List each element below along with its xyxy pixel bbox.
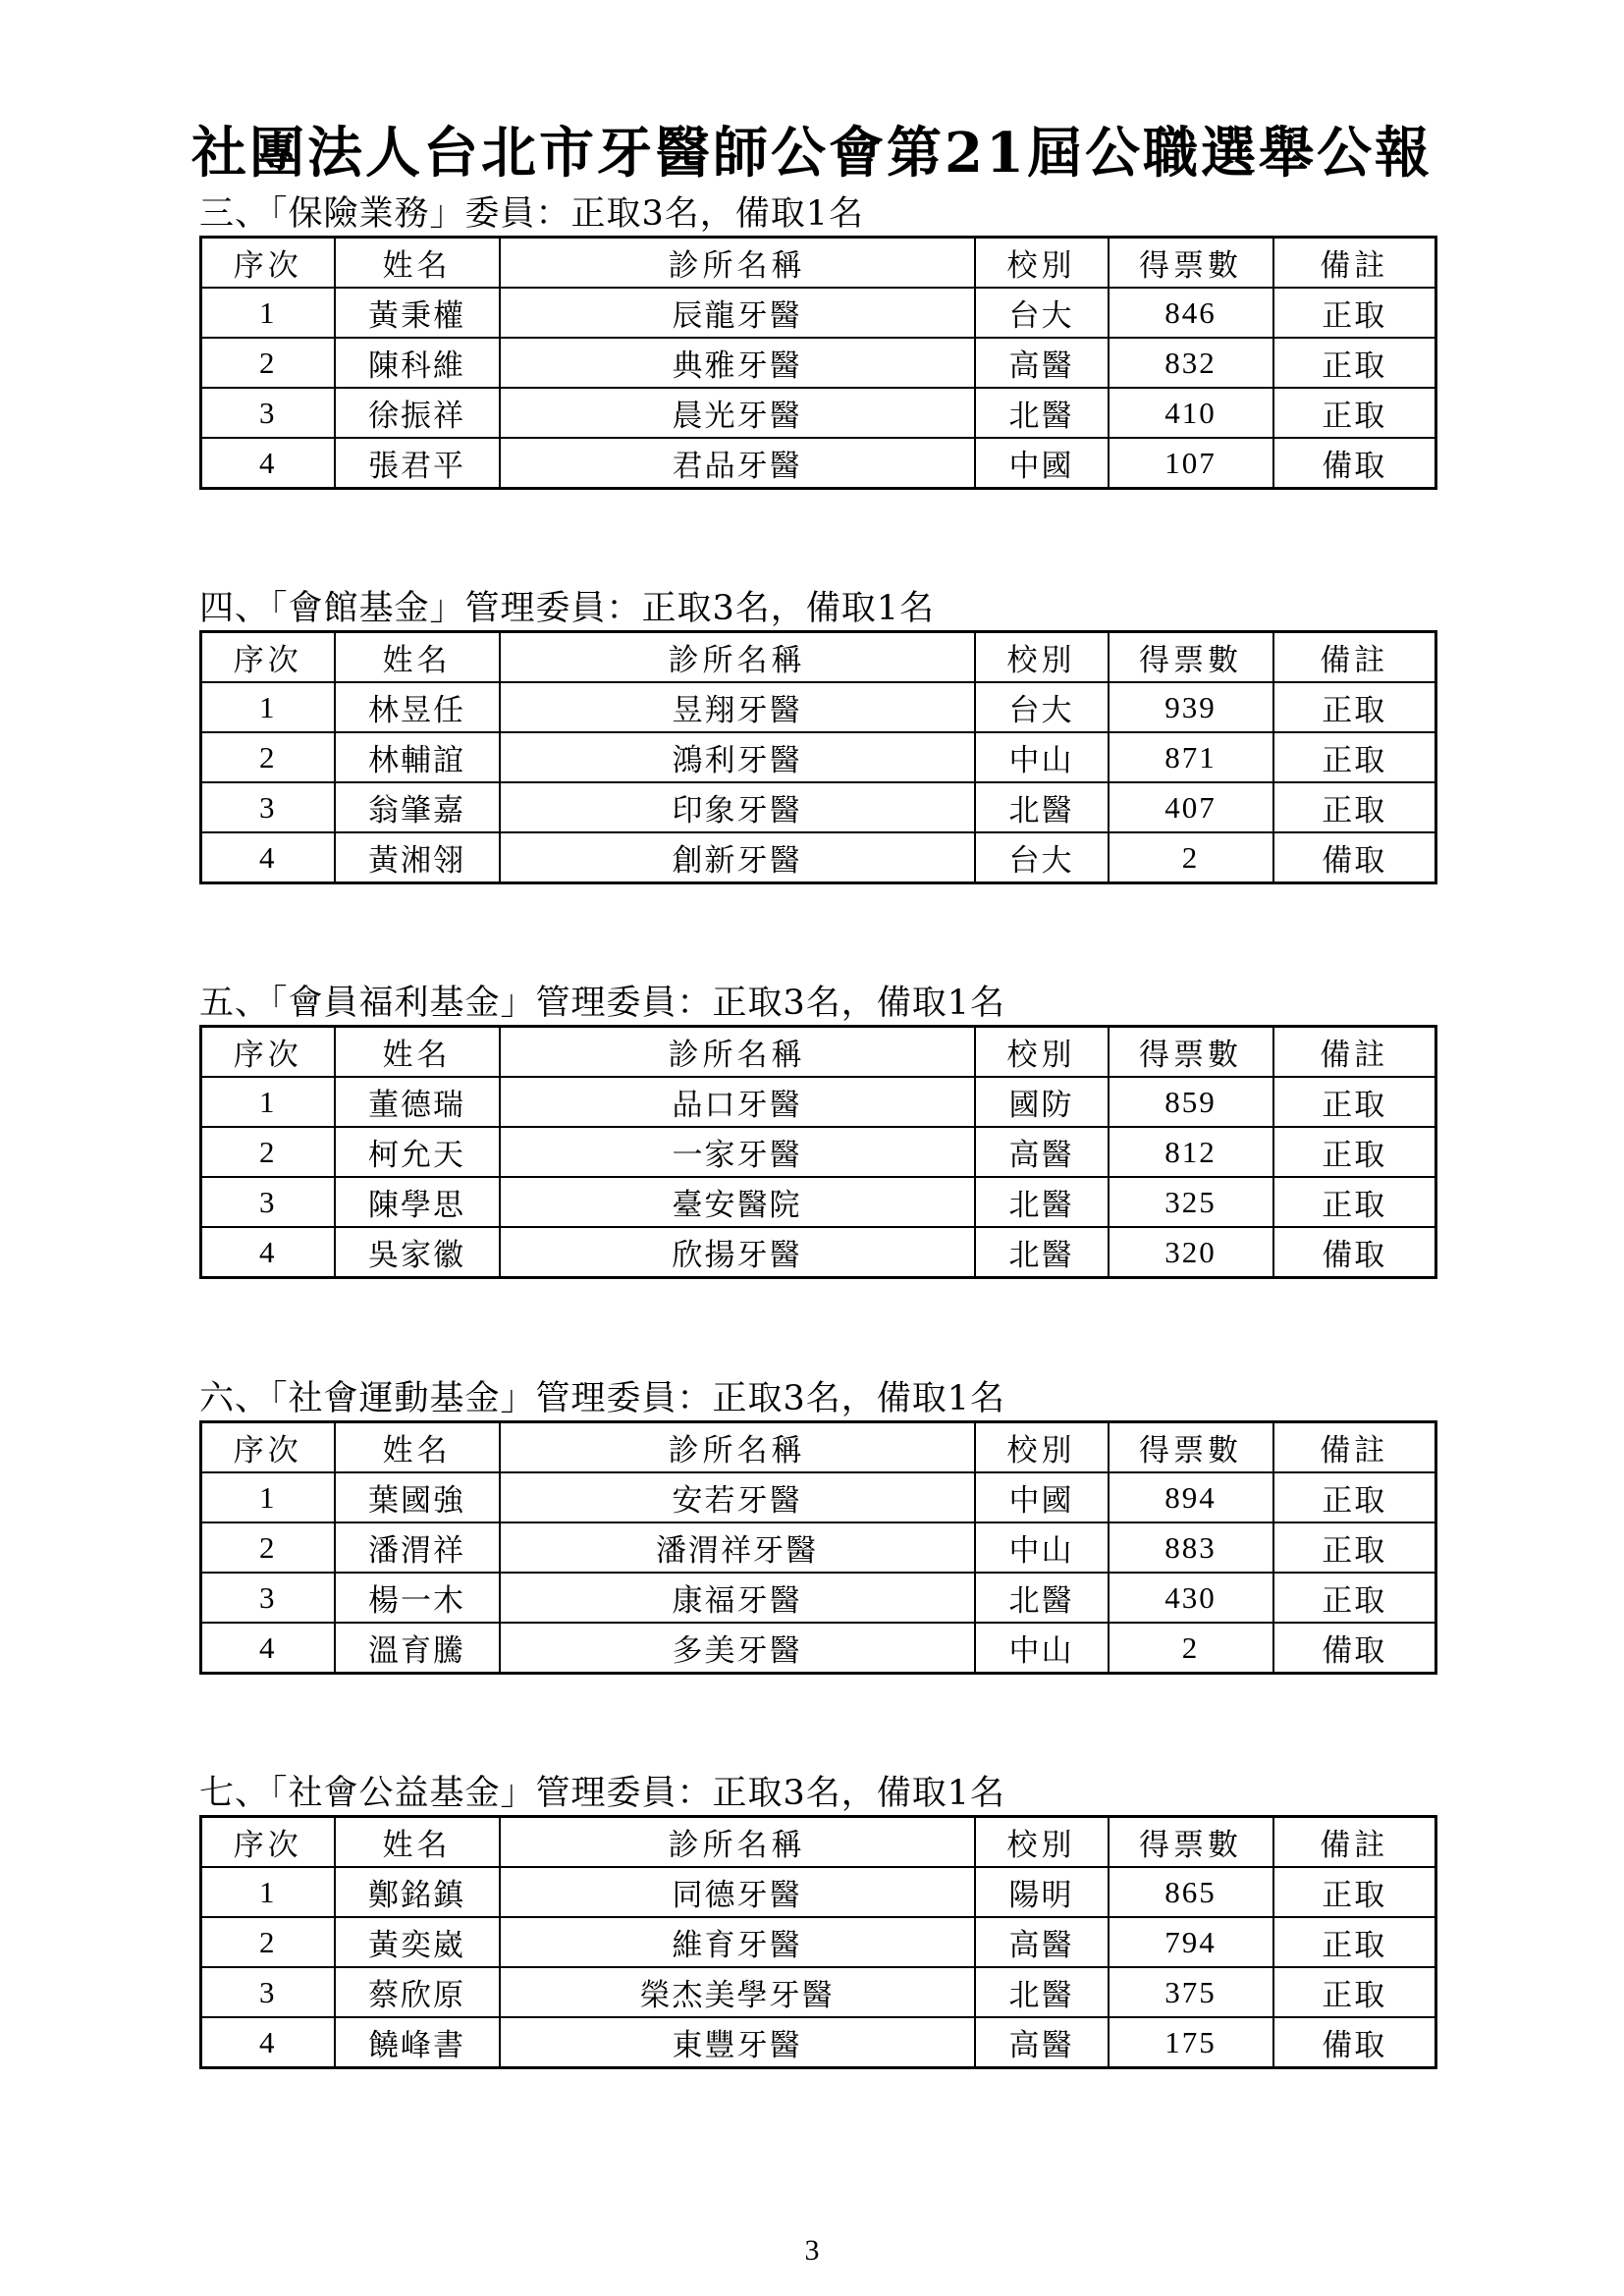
column-header: 校別 xyxy=(975,1817,1109,1868)
votes-cell: 894 xyxy=(1109,1472,1273,1522)
school-cell: 中國 xyxy=(975,438,1109,489)
votes-cell: 320 xyxy=(1109,1227,1273,1278)
name-cell: 楊一木 xyxy=(335,1573,500,1623)
election-section xyxy=(199,982,1435,1279)
election-section xyxy=(199,192,1435,490)
school-cell: 北醫 xyxy=(975,1967,1109,2017)
table-row xyxy=(201,338,1436,388)
name-cell: 蔡欣原 xyxy=(335,1967,500,2017)
table-row xyxy=(201,1077,1436,1127)
votes-cell: 375 xyxy=(1109,1967,1273,2017)
name-cell: 黃奕崴 xyxy=(335,1917,500,1967)
table-row xyxy=(201,1967,1436,2017)
clinic-cell: 一家牙醫 xyxy=(500,1127,975,1177)
table-row xyxy=(201,1522,1436,1573)
remark-cell: 正取 xyxy=(1273,1127,1436,1177)
school-cell: 中山 xyxy=(975,1522,1109,1573)
name-cell: 潘渭祥 xyxy=(335,1522,500,1573)
clinic-cell: 鴻利牙醫 xyxy=(500,732,975,782)
votes-cell: 871 xyxy=(1109,732,1273,782)
remark-cell: 正取 xyxy=(1273,1177,1436,1227)
name-cell: 徐振祥 xyxy=(335,388,500,438)
rank-cell: 3 xyxy=(201,1573,335,1623)
rank-cell: 3 xyxy=(201,1967,335,2017)
results-table xyxy=(199,1025,1437,1279)
school-cell: 陽明 xyxy=(975,1867,1109,1917)
column-header: 序次 xyxy=(201,238,335,289)
name-cell: 黃秉權 xyxy=(335,288,500,338)
section-heading: 七、「社會公益基金」管理委員：正取3名，備取1名 xyxy=(199,1774,1006,1813)
remark-cell: 正取 xyxy=(1273,782,1436,832)
school-cell: 高醫 xyxy=(975,2017,1109,2068)
column-header: 校別 xyxy=(975,1422,1109,1473)
rank-cell: 2 xyxy=(201,1127,335,1177)
school-cell: 高醫 xyxy=(975,1917,1109,1967)
table-row xyxy=(201,1227,1436,1278)
column-header: 序次 xyxy=(201,632,335,683)
column-header: 姓名 xyxy=(335,1027,500,1078)
remark-cell: 正取 xyxy=(1273,338,1436,388)
column-header: 備註 xyxy=(1273,1422,1436,1473)
election-section xyxy=(199,1772,1435,2069)
clinic-cell: 晨光牙醫 xyxy=(500,388,975,438)
votes-cell: 812 xyxy=(1109,1127,1273,1177)
table-header-row xyxy=(201,1027,1436,1078)
election-section xyxy=(199,1377,1435,1675)
rank-cell: 1 xyxy=(201,1472,335,1522)
votes-cell: 430 xyxy=(1109,1573,1273,1623)
section-heading: 三、「保險業務」委員：正取3名，備取1名 xyxy=(199,194,865,234)
table-row xyxy=(201,1472,1436,1522)
remark-cell: 備取 xyxy=(1273,832,1436,883)
column-header: 姓名 xyxy=(335,1422,500,1473)
rank-cell: 3 xyxy=(201,388,335,438)
remark-cell: 正取 xyxy=(1273,1867,1436,1917)
name-cell: 董德瑞 xyxy=(335,1077,500,1127)
column-header: 診所名稱 xyxy=(500,1817,975,1868)
column-header: 診所名稱 xyxy=(500,238,975,289)
remark-cell: 正取 xyxy=(1273,1472,1436,1522)
votes-cell: 939 xyxy=(1109,682,1273,732)
clinic-cell: 印象牙醫 xyxy=(500,782,975,832)
remark-cell: 正取 xyxy=(1273,682,1436,732)
table-header-row xyxy=(201,632,1436,683)
clinic-cell: 維育牙醫 xyxy=(500,1917,975,1967)
clinic-cell: 安若牙醫 xyxy=(500,1472,975,1522)
rank-cell: 2 xyxy=(201,732,335,782)
column-header: 備註 xyxy=(1273,238,1436,289)
remark-cell: 正取 xyxy=(1273,1917,1436,1967)
table-row xyxy=(201,1127,1436,1177)
remark-cell: 正取 xyxy=(1273,1967,1436,2017)
school-cell: 中國 xyxy=(975,1472,1109,1522)
clinic-cell: 君品牙醫 xyxy=(500,438,975,489)
table-row xyxy=(201,682,1436,732)
name-cell: 黃湘翎 xyxy=(335,832,500,883)
rank-cell: 3 xyxy=(201,1177,335,1227)
votes-cell: 325 xyxy=(1109,1177,1273,1227)
table-header-row xyxy=(201,1422,1436,1473)
school-cell: 國防 xyxy=(975,1077,1109,1127)
rank-cell: 2 xyxy=(201,1917,335,1967)
school-cell: 北醫 xyxy=(975,1177,1109,1227)
votes-cell: 407 xyxy=(1109,782,1273,832)
column-header: 備註 xyxy=(1273,1817,1436,1868)
results-table xyxy=(199,630,1437,884)
column-header: 姓名 xyxy=(335,238,500,289)
remark-cell: 備取 xyxy=(1273,2017,1436,2068)
column-header: 序次 xyxy=(201,1422,335,1473)
remark-cell: 備取 xyxy=(1273,1623,1436,1674)
votes-cell: 2 xyxy=(1109,832,1273,883)
column-header: 得票數 xyxy=(1109,1027,1273,1078)
votes-cell: 410 xyxy=(1109,388,1273,438)
clinic-cell: 臺安醫院 xyxy=(500,1177,975,1227)
rank-cell: 2 xyxy=(201,338,335,388)
results-table xyxy=(199,236,1437,490)
name-cell: 陳學思 xyxy=(335,1177,500,1227)
votes-cell: 794 xyxy=(1109,1917,1273,1967)
table-row xyxy=(201,732,1436,782)
name-cell: 林輔誼 xyxy=(335,732,500,782)
name-cell: 饒峰書 xyxy=(335,2017,500,2068)
clinic-cell: 昱翔牙醫 xyxy=(500,682,975,732)
document-title: 社團法人台北市牙醫師公會第21屆公職選舉公報 xyxy=(191,121,1433,186)
votes-cell: 859 xyxy=(1109,1077,1273,1127)
rank-cell: 4 xyxy=(201,438,335,489)
table-row xyxy=(201,1867,1436,1917)
remark-cell: 正取 xyxy=(1273,288,1436,338)
clinic-cell: 潘渭祥牙醫 xyxy=(500,1522,975,1573)
table-header-row xyxy=(201,238,1436,289)
column-header: 診所名稱 xyxy=(500,1422,975,1473)
column-header: 序次 xyxy=(201,1027,335,1078)
name-cell: 溫育騰 xyxy=(335,1623,500,1674)
school-cell: 北醫 xyxy=(975,782,1109,832)
school-cell: 北醫 xyxy=(975,388,1109,438)
clinic-cell: 同德牙醫 xyxy=(500,1867,975,1917)
column-header: 校別 xyxy=(975,632,1109,683)
votes-cell: 107 xyxy=(1109,438,1273,489)
column-header: 校別 xyxy=(975,238,1109,289)
clinic-cell: 典雅牙醫 xyxy=(500,338,975,388)
column-header: 校別 xyxy=(975,1027,1109,1078)
votes-cell: 883 xyxy=(1109,1522,1273,1573)
clinic-cell: 榮杰美學牙醫 xyxy=(500,1967,975,2017)
name-cell: 吳家徽 xyxy=(335,1227,500,1278)
school-cell: 台大 xyxy=(975,288,1109,338)
remark-cell: 正取 xyxy=(1273,1077,1436,1127)
rank-cell: 4 xyxy=(201,2017,335,2068)
column-header: 得票數 xyxy=(1109,1422,1273,1473)
clinic-cell: 創新牙醫 xyxy=(500,832,975,883)
votes-cell: 832 xyxy=(1109,338,1273,388)
clinic-cell: 康福牙醫 xyxy=(500,1573,975,1623)
column-header: 得票數 xyxy=(1109,632,1273,683)
table-row xyxy=(201,388,1436,438)
remark-cell: 備取 xyxy=(1273,1227,1436,1278)
remark-cell: 備取 xyxy=(1273,438,1436,489)
column-header: 診所名稱 xyxy=(500,1027,975,1078)
table-row xyxy=(201,1623,1436,1674)
results-table xyxy=(199,1815,1437,2069)
page-number: 3 xyxy=(804,2234,820,2267)
column-header: 備註 xyxy=(1273,1027,1436,1078)
table-row xyxy=(201,288,1436,338)
rank-cell: 3 xyxy=(201,782,335,832)
table-row xyxy=(201,782,1436,832)
votes-cell: 175 xyxy=(1109,2017,1273,2068)
school-cell: 台大 xyxy=(975,682,1109,732)
votes-cell: 865 xyxy=(1109,1867,1273,1917)
school-cell: 北醫 xyxy=(975,1227,1109,1278)
column-header: 姓名 xyxy=(335,632,500,683)
table-row xyxy=(201,438,1436,489)
remark-cell: 正取 xyxy=(1273,1522,1436,1573)
column-header: 備註 xyxy=(1273,632,1436,683)
clinic-cell: 東豐牙醫 xyxy=(500,2017,975,2068)
remark-cell: 正取 xyxy=(1273,732,1436,782)
votes-cell: 846 xyxy=(1109,288,1273,338)
table-row xyxy=(201,1177,1436,1227)
rank-cell: 4 xyxy=(201,1227,335,1278)
clinic-cell: 欣揚牙醫 xyxy=(500,1227,975,1278)
column-header: 序次 xyxy=(201,1817,335,1868)
name-cell: 林昱任 xyxy=(335,682,500,732)
column-header: 姓名 xyxy=(335,1817,500,1868)
name-cell: 陳科維 xyxy=(335,338,500,388)
table-header-row xyxy=(201,1817,1436,1868)
rank-cell: 2 xyxy=(201,1522,335,1573)
table-row xyxy=(201,1917,1436,1967)
name-cell: 張君平 xyxy=(335,438,500,489)
rank-cell: 1 xyxy=(201,1867,335,1917)
section-heading: 四、「會館基金」管理委員：正取3名，備取1名 xyxy=(199,589,936,628)
clinic-cell: 辰龍牙醫 xyxy=(500,288,975,338)
election-section xyxy=(199,587,1435,884)
remark-cell: 正取 xyxy=(1273,388,1436,438)
school-cell: 北醫 xyxy=(975,1573,1109,1623)
name-cell: 鄭銘鎮 xyxy=(335,1867,500,1917)
school-cell: 高醫 xyxy=(975,338,1109,388)
table-row xyxy=(201,2017,1436,2068)
votes-cell: 2 xyxy=(1109,1623,1273,1674)
rank-cell: 4 xyxy=(201,832,335,883)
column-header: 診所名稱 xyxy=(500,632,975,683)
school-cell: 台大 xyxy=(975,832,1109,883)
column-header: 得票數 xyxy=(1109,1817,1273,1868)
rank-cell: 4 xyxy=(201,1623,335,1674)
clinic-cell: 品口牙醫 xyxy=(500,1077,975,1127)
section-heading: 五、「會員福利基金」管理委員：正取3名，備取1名 xyxy=(199,984,1006,1023)
name-cell: 葉國強 xyxy=(335,1472,500,1522)
rank-cell: 1 xyxy=(201,288,335,338)
column-header: 得票數 xyxy=(1109,238,1273,289)
clinic-cell: 多美牙醫 xyxy=(500,1623,975,1674)
section-heading: 六、「社會運動基金」管理委員：正取3名，備取1名 xyxy=(199,1379,1006,1418)
name-cell: 翁肇嘉 xyxy=(335,782,500,832)
results-table xyxy=(199,1420,1437,1675)
school-cell: 高醫 xyxy=(975,1127,1109,1177)
table-row xyxy=(201,1573,1436,1623)
school-cell: 中山 xyxy=(975,732,1109,782)
school-cell: 中山 xyxy=(975,1623,1109,1674)
rank-cell: 1 xyxy=(201,682,335,732)
table-row xyxy=(201,832,1436,883)
name-cell: 柯允天 xyxy=(335,1127,500,1177)
remark-cell: 正取 xyxy=(1273,1573,1436,1623)
rank-cell: 1 xyxy=(201,1077,335,1127)
